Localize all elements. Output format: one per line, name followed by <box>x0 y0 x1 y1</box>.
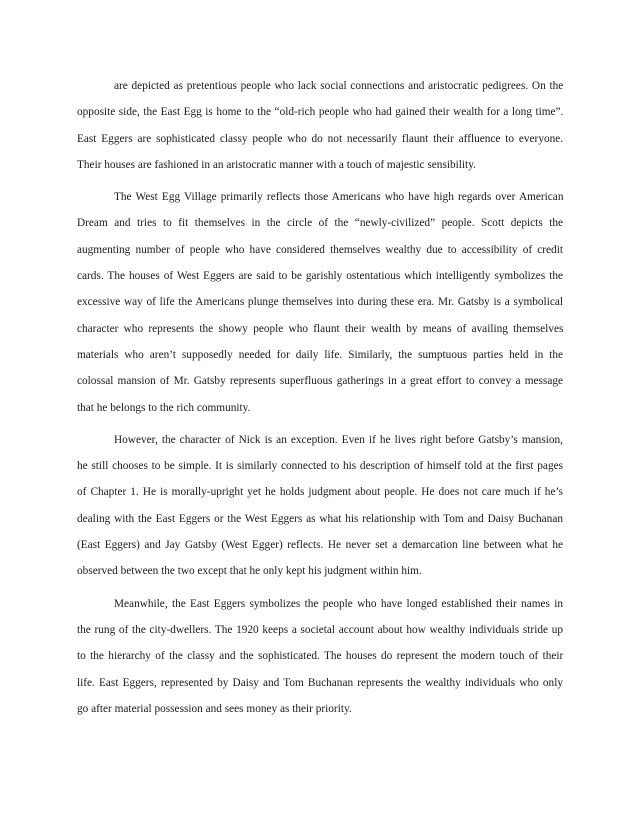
paragraph-line: are depicted as pretentious people who lack social connections and aristocratic pedigrees. On the <box>114 80 564 92</box>
paragraph-line: to the hierarchy of the classy and the sophisticated. The houses do represent the modern touch of their <box>77 650 564 663</box>
paragraph-line: of Chapter 1. He is morally-upright yet he holds judgment about people. He does not care much if he’s <box>77 486 563 499</box>
paragraph-line: the rung of the city-dwellers. The 1920 keeps a societal account about how wealthy individuals stride up <box>77 623 563 636</box>
paragraph-line: colossal mansion of Mr. Gatsby represents superfluous gatherings in a great effort to convey a message <box>77 375 563 388</box>
paragraph-line: observed between the two except that he only kept his judgment within him. <box>77 565 422 578</box>
paragraph-line: augmenting number of people who have considered themselves wealthy due to accessibility of credit <box>77 243 563 256</box>
paragraph-1 <box>77 73 563 178</box>
paragraph-line: materials who aren’t supposedly needed for daily life. Similarly, the sumptuous parties held in the <box>77 348 564 361</box>
paragraph-line: that he belongs to the rich community. <box>77 401 251 414</box>
paragraph-line: cards. The houses of West Eggers are said to be garishly ostentatious which intelligently symbolizes the <box>77 270 563 283</box>
paragraph-line: East Eggers are sophisticated classy people who do not necessarily flaunt their affluence to everyone. <box>77 132 564 145</box>
paragraph-line: excessive way of life the Americans plunge themselves into during these era. Mr. Gatsby is a symbolical <box>77 296 563 309</box>
paragraph-line: Meanwhile, the East Eggers symbolizes the people who have longed established their names in <box>114 597 563 610</box>
document-body <box>77 73 563 722</box>
paragraph-line: However, the character of Nick is an exception. Even if he lives right before Gatsby’s mansion, <box>114 433 563 446</box>
paragraph-line: he still chooses to be simple. It is similarly connected to his description of himself told at the first pages <box>77 460 563 473</box>
paragraph-2 <box>77 184 563 421</box>
paragraph-4 <box>77 591 563 722</box>
paragraph-line: life. East Eggers, represented by Daisy and Tom Buchanan represents the wealthy individuals who only <box>77 676 563 689</box>
paragraph-line: character who represents the showy people who flaunt their wealth by means of availing themselves <box>77 322 564 335</box>
paragraph-line: dealing with the East Eggers or the West Eggers as what his relationship with Tom and Daisy Buchanan <box>77 512 563 525</box>
paragraph-line: go after material possession and sees money as their priority. <box>77 702 352 715</box>
paragraph-line: Their houses are fashioned in an aristocratic manner with a touch of majestic sensibility. <box>77 158 476 171</box>
paragraph-line: opposite side, the East Egg is home to the “old-rich people who had gained their wealth for a long time”. <box>77 106 564 119</box>
paragraph-line: Dream and tries to fit themselves in the circle of the “newly-civilized” people. Scott depicts the <box>77 217 564 230</box>
paragraph-line: The West Egg Village primarily reflects those Americans who have high regards over American <box>114 191 564 204</box>
paragraph-3 <box>77 427 563 585</box>
paragraph-line: (East Eggers) and Jay Gatsby (West Egger) reflects. He never set a demarcation line between what he <box>77 539 563 552</box>
